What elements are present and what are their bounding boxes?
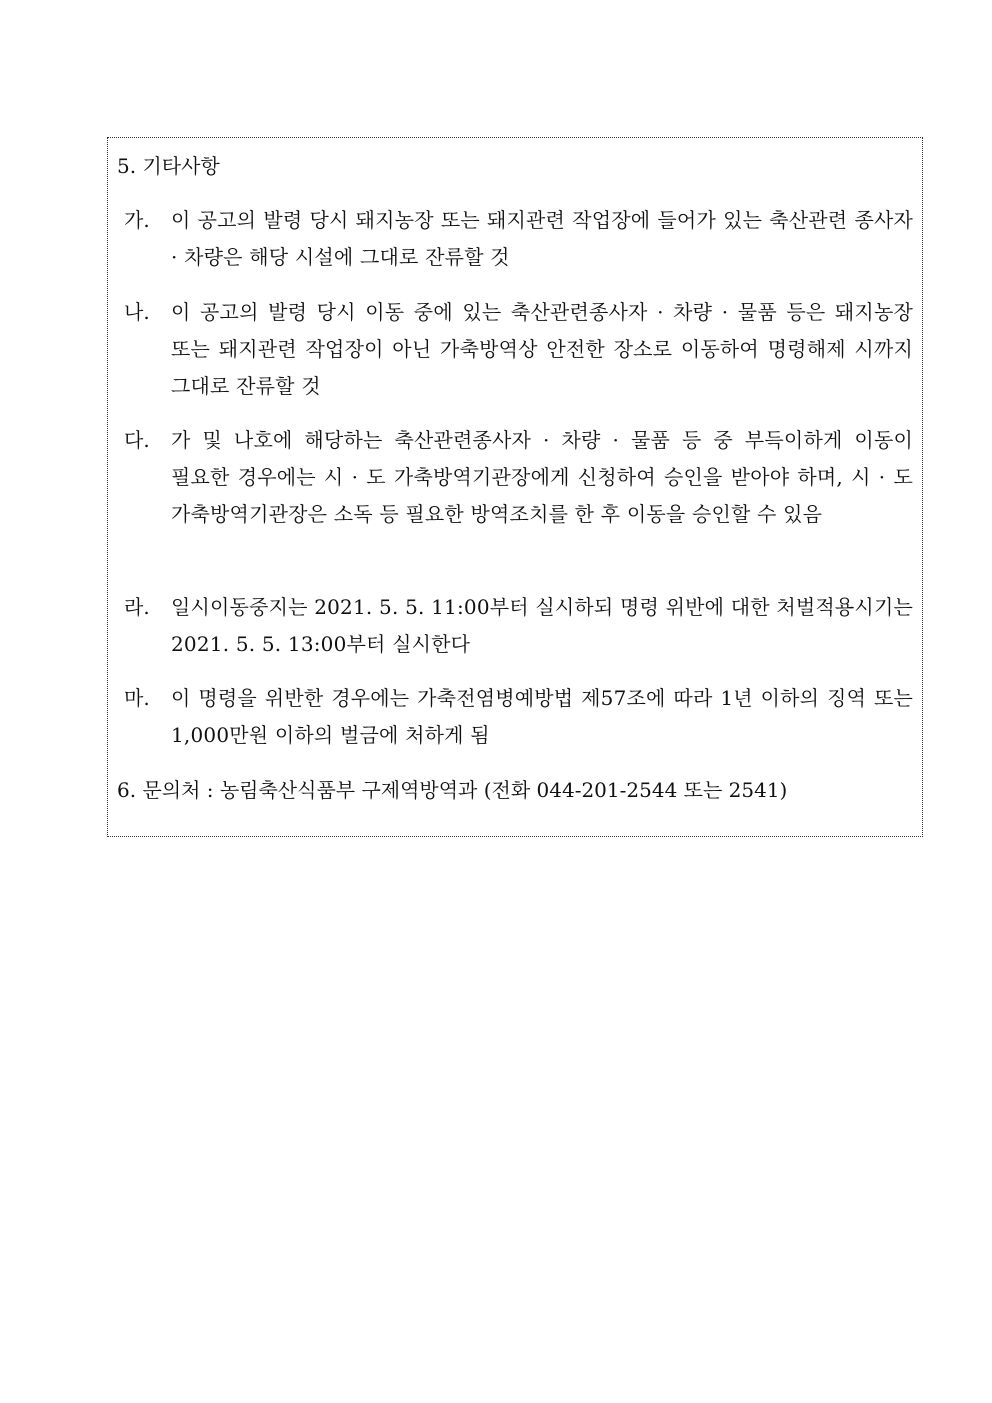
section-5-item-ma xyxy=(124,680,913,754)
section-5-heading: 5. 기타사항 xyxy=(117,154,220,178)
notice-box xyxy=(107,137,923,837)
section-5-item-ga xyxy=(124,202,913,276)
section-6-contact: 6. 문의처 : 농림축산식품부 구제역방역과 (전화 044-201-2544 또는 2541) xyxy=(117,778,788,802)
item-text: 이 공고의 발령 당시 돼지농장 또는 돼지관련 작업장에 들어가 있는 축산관련 종사자 · 차량은 해당 시설에 그대로 잔류할 것 xyxy=(171,208,913,269)
item-label: 라. xyxy=(124,595,150,619)
item-text: 가 및 나호에 해당하는 축산관련종사자 · 차량 · 물품 등 중 부득이하게 이동이 필요한 경우에는 시 · 도 가축방역기관장에게 신청하여 승인을 받아야 하며, 시 · 도 가축방역기관장은 소독 등 필요한 방역조치를 한 후 이동을 승인할 수 있음 xyxy=(171,428,913,526)
item-text: 이 공고의 발령 당시 이동 중에 있는 축산관련종사자 · 차량 · 물품 등은 돼지농장 또는 돼지관련 작업장이 아닌 가축방역상 안전한 장소로 이동하여 명령해제 시까지 그대로 잔류할 것 xyxy=(171,300,913,398)
section-5-item-na xyxy=(124,294,913,405)
item-label: 나. xyxy=(124,300,150,324)
item-label: 다. xyxy=(124,428,150,452)
section-5-item-da xyxy=(124,422,913,533)
item-text: 일시이동중지는 2021. 5. 5. 11:00부터 실시하되 명령 위반에 대한 처벌적용시기는 2021. 5. 5. 13:00부터 실시한다 xyxy=(171,595,913,656)
item-label: 마. xyxy=(124,686,150,710)
item-text: 이 명령을 위반한 경우에는 가축전염병예방법 제57조에 따라 1년 이하의 징역 또는 1,000만원 이하의 벌금에 처하게 됨 xyxy=(171,686,913,747)
item-label: 가. xyxy=(124,208,150,232)
section-5-item-ra xyxy=(124,589,913,663)
